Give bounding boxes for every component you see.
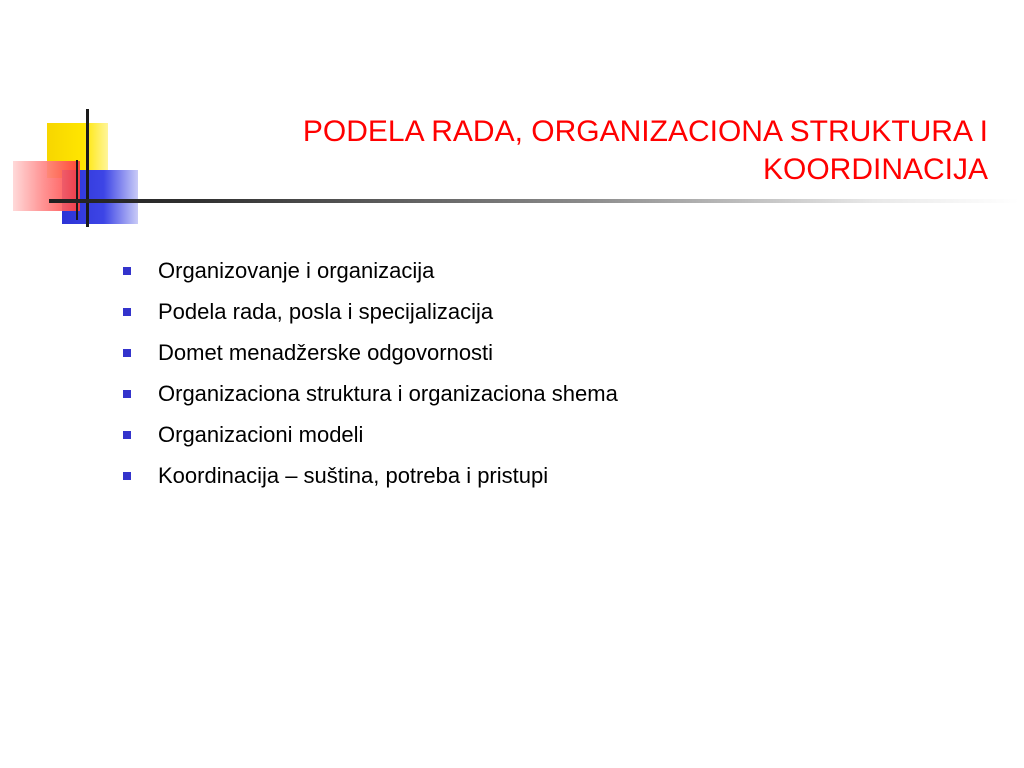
list-item-text: Organizaciona struktura i organizaciona shema [158, 381, 618, 406]
title-underline-rule [49, 199, 1019, 203]
square-bullet-icon [123, 267, 131, 275]
list-item [120, 457, 618, 498]
square-bullet-icon [123, 431, 131, 439]
list-item [120, 252, 618, 293]
list-item-text: Organizovanje i organizacija [158, 258, 435, 283]
slide-title [188, 113, 988, 189]
list-item-text: Podela rada, posla i specijalizacija [158, 299, 494, 324]
list-item [120, 375, 618, 416]
list-item-text: Koordinacija – suština, potreba i pristupi [158, 463, 549, 488]
vertical-rule-short [76, 160, 78, 220]
decorative-logo [0, 0, 160, 240]
vertical-rule [86, 109, 89, 227]
list-item-text: Domet menadžerske odgovornosti [158, 340, 494, 365]
square-bullet-icon [123, 472, 131, 480]
list-item [120, 293, 618, 334]
square-bullet-icon [123, 308, 131, 316]
list-item [120, 334, 618, 375]
square-bullet-icon [123, 390, 131, 398]
slide-title-line-1: PODELA RADA, ORGANIZACIONA STRUKTURA I [302, 115, 988, 148]
list-item [120, 416, 618, 457]
bullet-list [120, 252, 618, 498]
red-square [13, 161, 80, 211]
square-bullet-icon [123, 349, 131, 357]
list-item-text: Organizacioni modeli [158, 422, 364, 447]
slide-title-line-2: KOORDINACIJA [762, 153, 988, 186]
